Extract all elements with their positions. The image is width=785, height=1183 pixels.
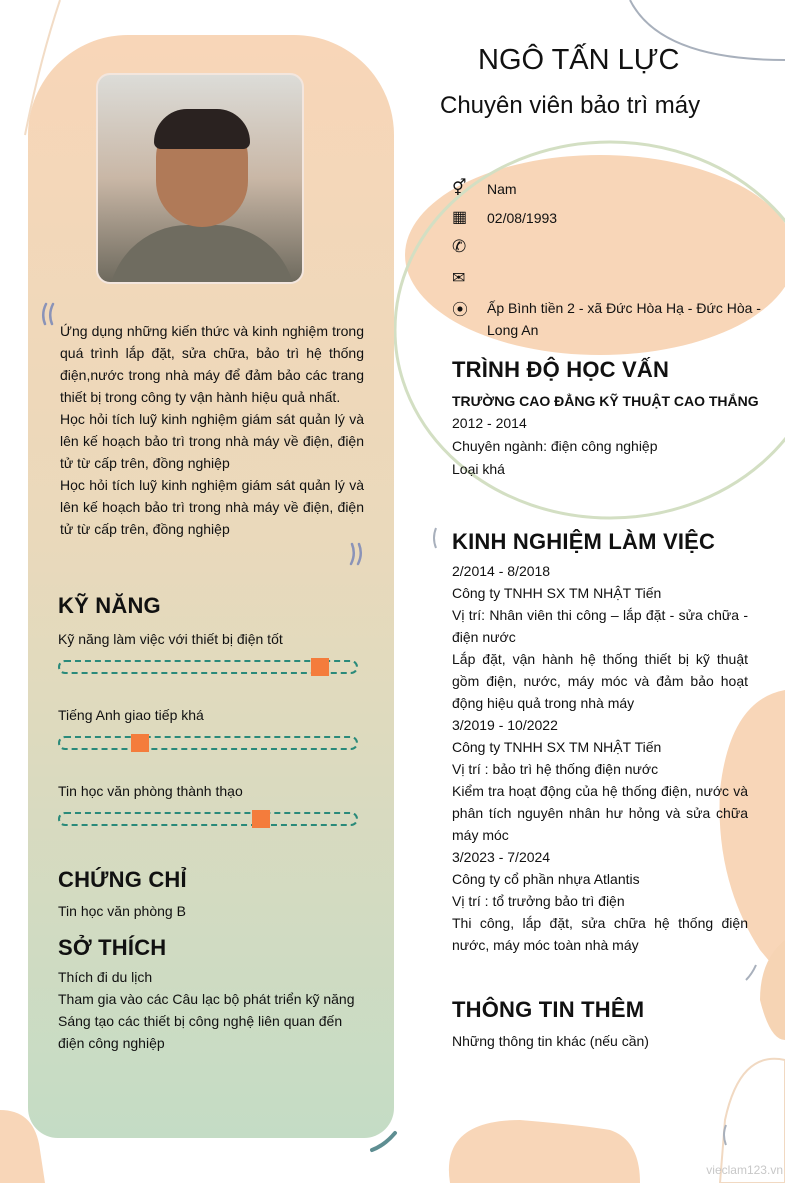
hobby-item: Sáng tạo các thiết bị công nghệ liên quan đến điện công nghiệp <box>58 1013 343 1051</box>
certificate-item: Tin học văn phòng B <box>58 903 186 919</box>
gender: Nam <box>487 181 517 197</box>
skill-level-marker <box>131 734 149 752</box>
objective-paragraph: Học hỏi tích luỹ kinh nghiệm giám sát quản lý và lên kế hoạch bảo trì trong nhà máy về điện, điện tử từ cấp trên, đồng nghiệp <box>60 477 364 537</box>
job-description: Lắp đặt, vận hành hệ thống thiết bị kỹ thuật gồm điện, nước, máy móc và đảm bảo hoạt động hiệu quả trong nhà máy <box>452 651 748 711</box>
job-company: Công ty TNHH SX TM NHẬT Tiến <box>452 585 662 601</box>
job-company: Công ty cổ phần nhựa Atlantis <box>452 871 640 887</box>
profile-photo <box>96 73 304 284</box>
candidate-name: NGÔ TẤN LỰC <box>478 44 680 76</box>
left-column <box>58 320 364 1054</box>
hobby-item: Thích đi du lịch <box>58 969 153 985</box>
job-period: 3/2019 - 10/2022 <box>452 717 558 733</box>
school-name: TRƯỜNG CAO ĐẲNG KỸ THUẬT CAO THẮNG <box>452 393 759 409</box>
job-description: Thi công, lắp đặt, sửa chữa hệ thống điện nước, máy móc toàn nhà máy <box>452 915 748 953</box>
open-quote-icon <box>40 302 56 326</box>
certificates-heading: CHỨNG CHỈ <box>58 867 187 892</box>
extra-info-text: Những thông tin khác (nếu cần) <box>452 1033 649 1049</box>
job-position: Vị trí : tổ trưởng bảo trì điện <box>452 893 625 909</box>
hobby-item: Tham gia vào các Câu lạc bộ phát triển kỹ năng <box>58 991 355 1007</box>
education-major: Chuyên ngành: điện công nghiệp <box>452 438 658 454</box>
address <box>487 297 761 341</box>
watermark: vieclam123.vn <box>706 1163 783 1177</box>
right-column <box>452 356 759 1052</box>
education-grade: Loại khá <box>452 461 505 477</box>
objective-paragraph: Ứng dụng những kiến thức và kinh nghiệm trong quá trình lắp đặt, sửa chữa, bảo trì hệ thống điện,nước trong nhà máy để đảm bảo các trang thiết bị trong công ty vận hành hiệu quả nhất. <box>60 323 364 405</box>
hobbies-list <box>58 966 364 1054</box>
skill-level-marker <box>252 810 270 828</box>
location-icon: ⦿ <box>452 302 469 319</box>
career-objective <box>60 320 364 540</box>
birthday: 02/08/1993 <box>487 210 558 226</box>
skill-label: Tiếng Anh giao tiếp khá <box>58 707 204 723</box>
skill-bar <box>58 736 358 750</box>
calendar-icon: ▦ <box>452 209 468 226</box>
job-period: 3/2023 - 7/2024 <box>452 849 551 865</box>
skills-heading: KỸ NĂNG <box>58 593 161 618</box>
hobbies-heading: SỞ THÍCH <box>58 935 167 960</box>
job-title: Chuyên viên bảo trì máy <box>440 92 701 119</box>
job-position: Vị trí : bảo trì hệ thống điện nước <box>452 761 659 777</box>
job-period: 2/2014 - 8/2018 <box>452 563 551 579</box>
objective-paragraph: Học hỏi tích luỹ kinh nghiệm giám sát quản lý và lên kế hoạch bảo trì trong nhà máy về điện, điện tử từ cấp trên, đồng nghiệp <box>60 411 364 471</box>
education-period: 2012 - 2014 <box>452 415 527 431</box>
experience-heading: KINH NGHIỆM LÀM VIỆC <box>452 529 716 554</box>
experience-item <box>452 560 748 714</box>
phone-icon: ✆ <box>452 237 467 256</box>
job-company: Công ty TNHH SX TM NHẬT Tiến <box>452 739 662 755</box>
experience-item <box>452 846 748 956</box>
skill-bar <box>58 660 358 674</box>
gender-icon: ⚥ <box>452 180 467 197</box>
close-quote-icon <box>348 542 364 566</box>
address-line: Ấp Bình tiền 2 - xã Đức Hòa Hạ - Đức Hòa - <box>487 300 761 316</box>
job-position: Vị trí: Nhân viên thi công – lắp đặt - sửa chữa - điện nước <box>452 607 748 645</box>
job-description: Kiểm tra hoạt động của hệ thống điện, nước và phân tích nguyên nhân hư hỏng và sửa chữa máy móc <box>452 783 748 843</box>
extra-info-heading: THÔNG TIN THÊM <box>452 997 645 1022</box>
email-icon: ✉ <box>452 270 466 287</box>
experience-item <box>452 714 748 846</box>
address-line: Long An <box>487 322 539 338</box>
education-heading: TRÌNH ĐỘ HỌC VẤN <box>452 357 670 382</box>
close-quote-row <box>58 540 364 566</box>
skill-bar <box>58 812 358 826</box>
skill-label: Tin học văn phòng thành thạo <box>58 783 243 799</box>
skill-level-marker <box>311 658 329 676</box>
skill-label: Kỹ năng làm việc với thiết bị điện tốt <box>58 631 283 647</box>
experience-list <box>452 560 748 956</box>
